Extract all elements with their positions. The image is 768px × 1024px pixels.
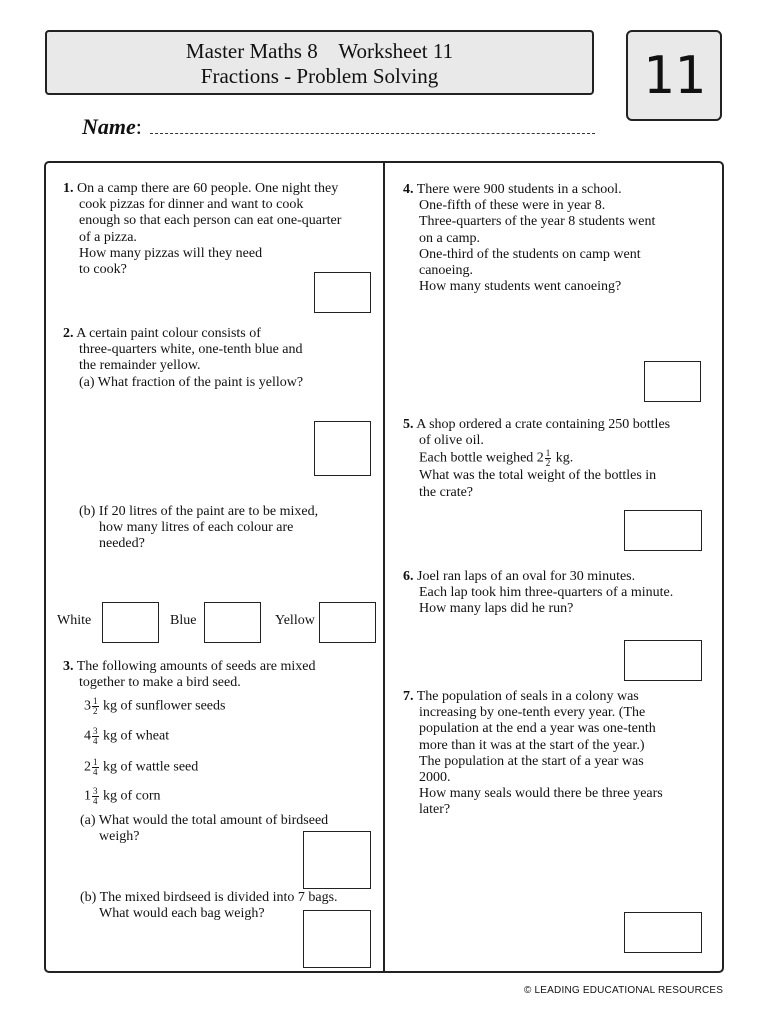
seed-item: [84, 727, 169, 746]
name-colon: :: [135, 114, 142, 139]
seed-text: kg of sunflower seeds: [103, 698, 226, 714]
frac-den: 4: [93, 767, 98, 777]
q7-answer-box[interactable]: [624, 912, 702, 953]
seed-fraction: [92, 758, 99, 777]
question-7: [403, 689, 718, 819]
q7-line8: later?: [419, 802, 451, 818]
column-divider: [383, 162, 385, 972]
frac-num: 1: [93, 757, 98, 767]
question-3: [63, 659, 378, 691]
q2-part-a: (a) What fraction of the paint is yellow?: [79, 374, 304, 390]
seed-whole: 3: [84, 698, 91, 714]
q7-line2: increasing by one-tenth every year. (The: [419, 705, 646, 721]
q5-answer-box[interactable]: [624, 510, 702, 551]
q2-line3: the remainder yellow.: [79, 358, 201, 374]
seed-fraction: [92, 787, 99, 806]
q5-fraction: [545, 449, 552, 468]
q6-line2: Each lap took him three-quarters of a minute.: [419, 585, 674, 601]
q3a-answer-box[interactable]: [303, 831, 371, 889]
question-2: [63, 326, 378, 391]
q3b-answer-box[interactable]: [303, 910, 371, 968]
q6-number: 6.: [403, 569, 414, 584]
q2-number: 2.: [63, 326, 74, 341]
question-1: [63, 181, 378, 278]
q1-line5: How many pizzas will they need: [79, 245, 263, 261]
seed-item: [84, 758, 198, 777]
q2-line1: A certain paint colour consists of: [76, 326, 261, 341]
name-input-line[interactable]: [150, 133, 595, 134]
yellow-answer-box[interactable]: [319, 602, 376, 643]
q3-part-a2: weigh?: [99, 829, 140, 845]
question-2b: [79, 504, 379, 553]
q2a-answer-box[interactable]: [314, 421, 371, 476]
q3-number: 3.: [63, 659, 74, 674]
yellow-label: Yellow: [275, 613, 315, 628]
q1-line4: of a pizza.: [79, 229, 137, 245]
q4-line6: canoeing.: [419, 263, 474, 279]
name-label-text: Name: [82, 114, 136, 139]
q7-number: 7.: [403, 689, 414, 704]
seed-whole: 1: [84, 788, 91, 804]
blue-label: Blue: [170, 613, 197, 628]
name-label: [82, 114, 142, 140]
q3-line2: together to make a bird seed.: [79, 675, 241, 691]
seed-whole: 4: [84, 728, 91, 744]
q5-line3-post: kg.: [552, 451, 574, 467]
worksheet-number-box: [626, 30, 722, 121]
q5-line3-pre: Each bottle weighed 2: [419, 451, 544, 467]
q4-line5: One-third of the students on camp went: [419, 246, 641, 262]
q7-line4: more than it was at the start of the year.): [419, 737, 645, 753]
white-answer-box[interactable]: [102, 602, 159, 643]
worksheet-title-box: [45, 30, 594, 95]
q6-answer-box[interactable]: [624, 640, 702, 681]
q1-answer-box[interactable]: [314, 272, 371, 313]
q4-number: 4.: [403, 182, 414, 197]
q2-part-b2: how many litres of each colour are: [99, 520, 294, 536]
q5-line4: What was the total weight of the bottles in: [419, 468, 657, 484]
seed-item: [84, 697, 225, 716]
seed-whole: 2: [84, 759, 91, 775]
q5-line2: of olive oil.: [419, 433, 484, 449]
q5-line3: [403, 449, 718, 468]
q7-line6: 2000.: [419, 770, 451, 786]
q6-line3: How many laps did he run?: [419, 601, 574, 617]
q2-part-b3: needed?: [99, 536, 145, 552]
q3-part-b2: What would each bag weigh?: [99, 906, 265, 922]
q1-line1: On a camp there are 60 people. One night they: [77, 181, 339, 196]
q3-line1: The following amounts of seeds are mixed: [76, 659, 316, 674]
frac-num: 3: [93, 786, 98, 796]
question-5: [403, 417, 718, 501]
worksheet-subtitle: Fractions - Problem Solving: [200, 64, 439, 88]
copyright-footer: © LEADING EDUCATIONAL RESOURCES: [524, 985, 724, 996]
frac-den: 4: [93, 796, 98, 806]
seed-text: kg of corn: [103, 788, 161, 804]
seed-text: kg of wheat: [103, 728, 170, 744]
frac-den: 2: [545, 458, 551, 469]
frac-num: 1: [93, 696, 98, 706]
question-4: [403, 182, 713, 295]
frac-den: 2: [93, 706, 98, 716]
seed-fraction: [92, 697, 99, 716]
worksheet-title: Master Maths 8 Worksheet 11: [185, 39, 454, 63]
q3-part-b1: (b) The mixed birdseed is divided into 7 bags.: [80, 890, 338, 905]
q3-part-a1: (a) What would the total amount of birdseed: [80, 813, 329, 828]
q7-line5: The population at the start of a year was: [419, 753, 644, 769]
q5-line1: A shop ordered a crate containing 250 bottles: [416, 417, 671, 432]
seed-text: kg of wattle seed: [103, 759, 199, 775]
q4-answer-box[interactable]: [644, 361, 701, 402]
q1-line2: cook pizzas for dinner and want to cook: [79, 197, 304, 213]
frac-num: 1: [545, 448, 551, 459]
frac-den: 4: [93, 736, 98, 746]
q4-line7: How many students went canoeing?: [419, 279, 622, 295]
q4-line1: There were 900 students in a school.: [416, 182, 622, 197]
q2-line2: three-quarters white, one-tenth blue and: [79, 342, 303, 358]
q1-number: 1.: [63, 181, 74, 196]
q5-number: 5.: [403, 417, 414, 432]
q2-part-b1: (b) If 20 litres of the paint are to be mixed,: [79, 504, 319, 519]
q6-line1: Joel ran laps of an oval for 30 minutes.: [417, 569, 636, 584]
question-6: [403, 569, 718, 618]
q7-line1: The population of seals in a colony was: [416, 689, 639, 704]
q7-line7: How many seals would there be three years: [419, 786, 663, 802]
q1-line6: to cook?: [79, 262, 127, 278]
white-label: White: [57, 613, 92, 628]
q1-line3: enough so that each person can eat one-quarter: [79, 213, 342, 229]
q4-line4: on a camp.: [419, 230, 481, 246]
q4-line2: One-fifth of these were in year 8.: [419, 198, 606, 214]
seed-fraction: [92, 727, 99, 746]
blue-answer-box[interactable]: [204, 602, 261, 643]
q7-line3: population at the end a year was one-tenth: [419, 721, 656, 737]
frac-num: 3: [93, 726, 98, 736]
q4-line3: Three-quarters of the year 8 students went: [419, 214, 656, 230]
q5-line5: the crate?: [419, 484, 474, 500]
seed-item: [84, 787, 161, 806]
worksheet-number: 11: [642, 46, 706, 106]
